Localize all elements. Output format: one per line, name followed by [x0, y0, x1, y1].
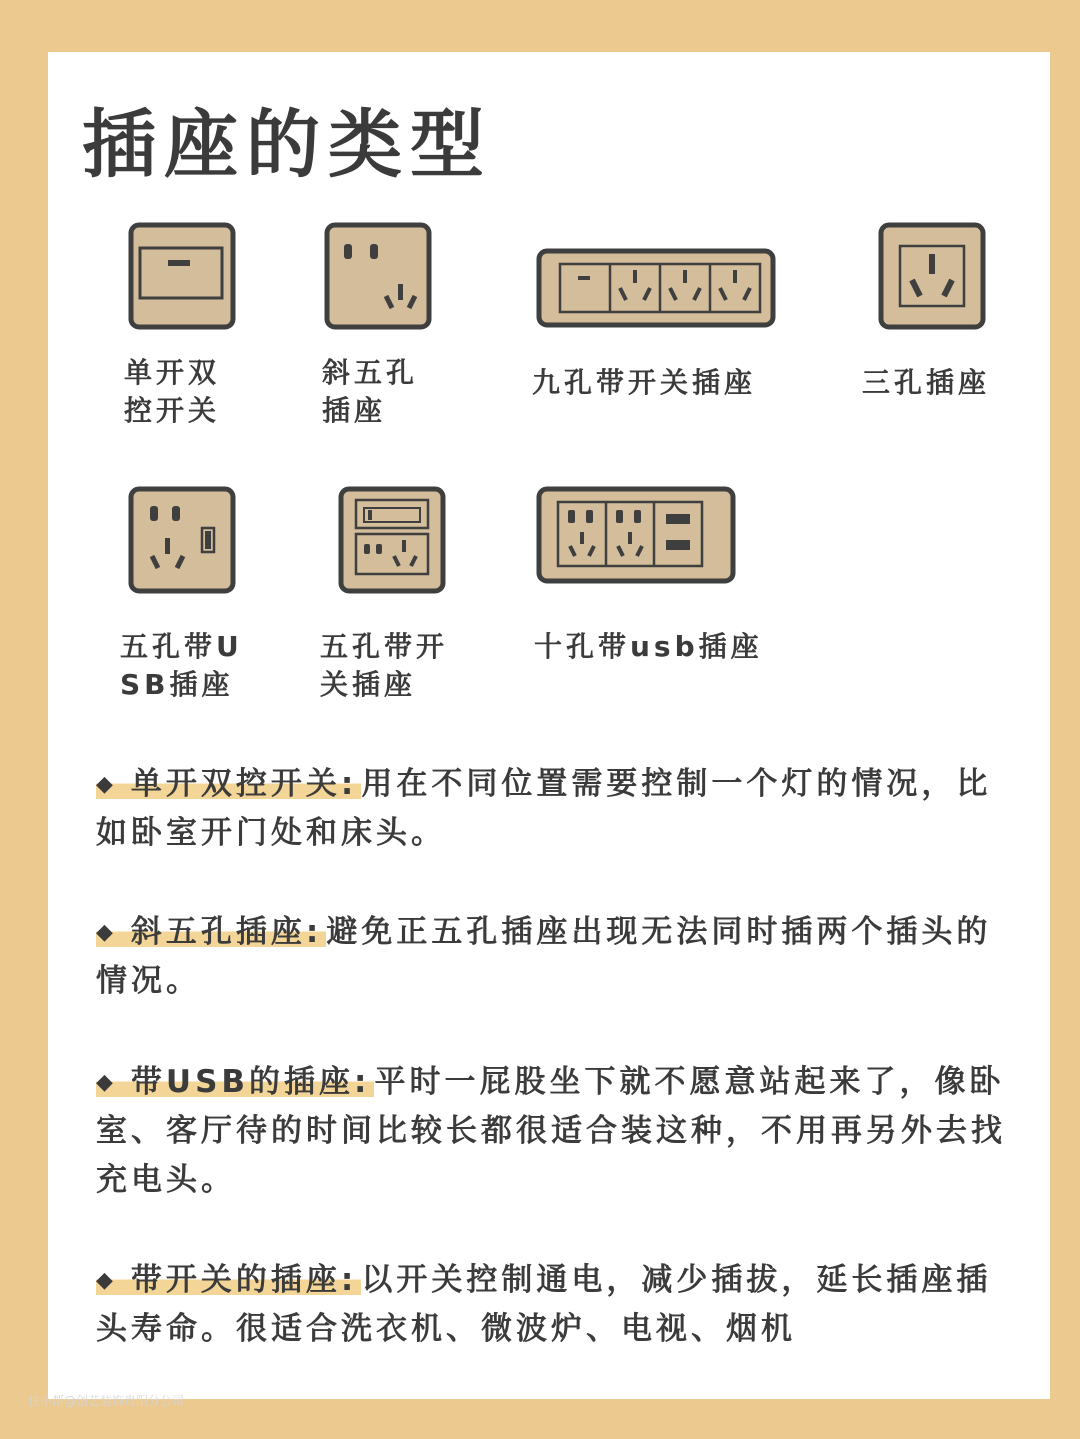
description-text: 避免正五孔插座出现无法同时插两个插头的情况。: [96, 914, 992, 999]
description-text: 以开关控制通电，减少插拔，延长插座插头寿命。很适合洗衣机、微波炉、电视、烟机: [96, 1262, 992, 1347]
description-single-switch: [96, 760, 1016, 858]
diamond-bullet-icon: ◆: [96, 772, 117, 797]
ten-hole-usb-socket-icon: [536, 486, 736, 584]
diamond-bullet-icon: ◆: [96, 1070, 117, 1095]
watermark: 住小帮@创艺装饰贵阳分公司: [28, 1394, 185, 1408]
socket-label-slanted-five-hole: 斜五孔 插座: [322, 356, 419, 427]
socket-label-single-switch: 单开双 控开关: [124, 356, 221, 427]
five-hole-switch-socket-icon: [338, 486, 446, 594]
diamond-bullet-icon: ◆: [96, 1268, 117, 1293]
socket-label-five-hole-usb: 五孔带U SB插座: [120, 630, 243, 701]
socket-label-nine-hole-switch: 九孔带开关插座: [532, 366, 757, 399]
single-switch-icon: [128, 222, 236, 330]
description-term: 单开双控开关:: [130, 766, 358, 802]
diamond-bullet-icon: ◆: [96, 920, 117, 945]
description-term: 带USB的插座:: [130, 1064, 371, 1100]
five-hole-usb-socket-icon: [128, 486, 236, 594]
description-text: 平时一屁股坐下就不愿意站起来了，像卧室、客厅待的时间比较长都很适合装这种，不用再另外去找充电头。: [96, 1064, 1006, 1198]
nine-hole-switch-socket-icon: [536, 248, 776, 328]
content-card: [48, 52, 1050, 1399]
socket-label-ten-hole-usb: 十孔带usb插座: [534, 630, 763, 663]
description-switch-socket: [96, 1256, 1016, 1354]
three-hole-socket-icon: [878, 222, 986, 330]
socket-label-three-hole: 三孔插座: [862, 366, 991, 399]
description-usb-socket: [96, 1058, 1016, 1205]
description-term: 带开关的插座:: [130, 1262, 358, 1298]
page-title: 插座的类型: [82, 102, 492, 188]
socket-label-five-hole-switch: 五孔带开 关插座: [320, 630, 449, 701]
slanted-five-hole-socket-icon: [324, 222, 432, 330]
description-text: 用在不同位置需要控制一个灯的情况，比如卧室开门处和床头。: [96, 766, 992, 851]
description-slanted-five-hole: [96, 908, 1016, 1006]
description-term: 斜五孔插座:: [130, 914, 323, 950]
